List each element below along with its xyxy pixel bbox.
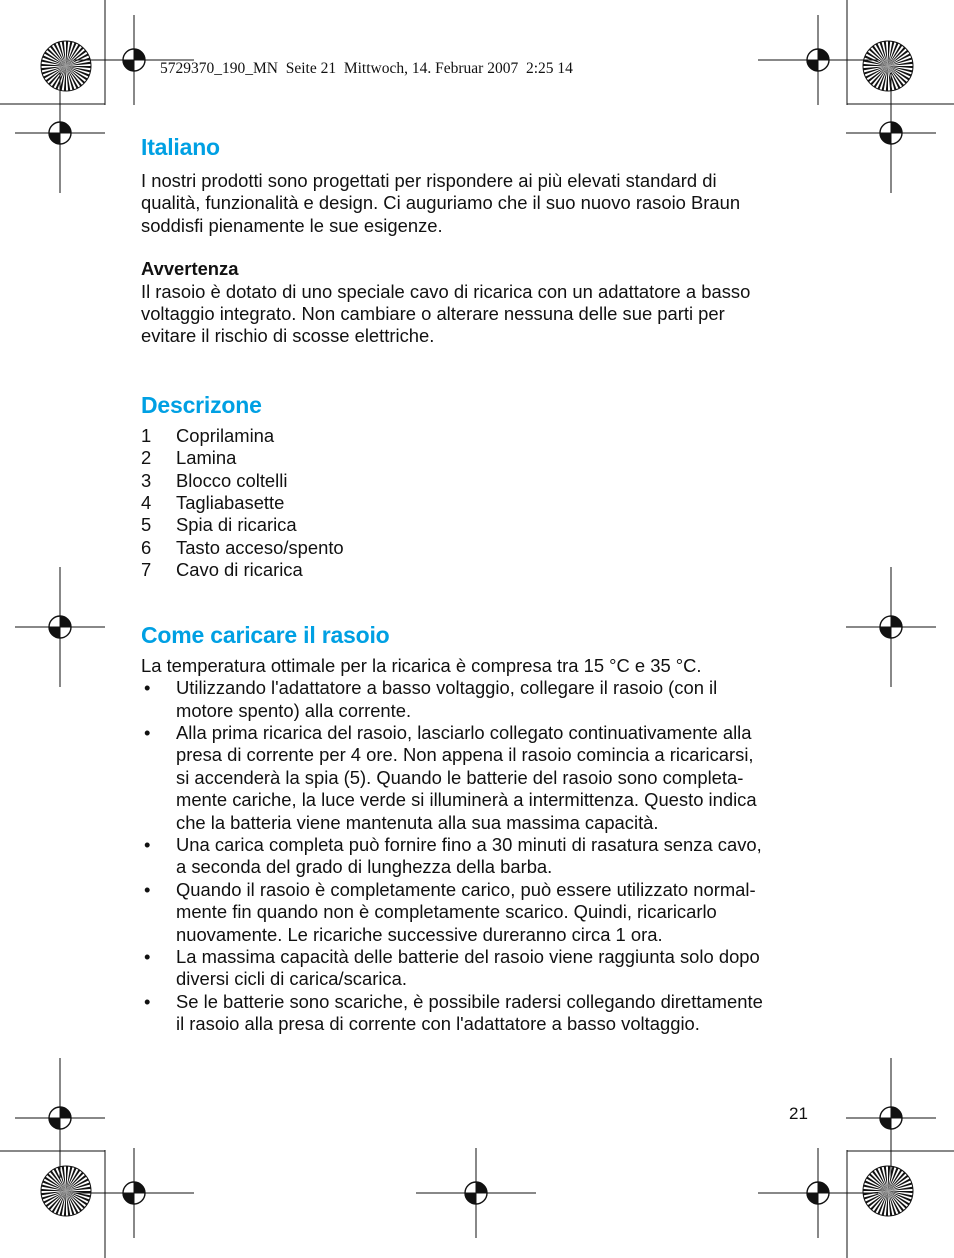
item-number: 7 <box>141 559 152 581</box>
bullet-line: Alla prima ricarica del rasoio, lasciarlo collegato continuativamente alla <box>176 721 752 743</box>
registration-mark-icon <box>846 1058 936 1178</box>
star-target-icon <box>863 1166 913 1216</box>
section-italiano <box>141 132 821 348</box>
bullet-line: il rasoio alla presa di corrente con l'adattatore a basso voltaggio. <box>176 1013 700 1035</box>
item-label: Lamina <box>176 447 237 469</box>
registration-mark-icon <box>15 567 105 687</box>
parts-list <box>141 425 821 582</box>
star-target-icon <box>41 41 91 91</box>
star-target-icon <box>863 41 913 91</box>
list-item <box>141 537 821 559</box>
item-label: Coprilamina <box>176 424 275 446</box>
list-item <box>141 559 821 581</box>
heading-descrizione: Descrizone <box>141 391 262 418</box>
page-number: 21 <box>789 1104 808 1123</box>
intro-line: I nostri prodotti sono progettati per rispondere ai più elevati standard di <box>141 170 717 191</box>
warning-line: Il rasoio è dotato di uno speciale cavo di ricarica con un adattatore a basso <box>141 280 751 302</box>
item-number: 5 <box>141 514 152 536</box>
item-label: Blocco coltelli <box>176 469 288 491</box>
page-content <box>141 132 821 1036</box>
registration-mark-icon <box>15 1058 105 1178</box>
registration-mark-icon <box>15 73 105 193</box>
bullet-line: Utilizzando l'adattatore a basso voltaggio, collegare il rasoio (con il <box>176 677 718 699</box>
bullet-line: La massima capacità delle batterie del rasoio viene raggiunta solo dopo <box>176 945 760 967</box>
bullet-line: presa di corrente per 4 ore. Non appena il rasoio comincia a ricaricarsi, <box>176 744 754 766</box>
section-caricare <box>141 620 821 1036</box>
registration-mark-icon <box>416 1148 536 1238</box>
item-number: 4 <box>141 492 152 514</box>
heading-caricare: Come caricare il rasoio <box>141 621 390 648</box>
bullet-item <box>141 946 821 991</box>
registration-mark-icon <box>846 73 936 193</box>
bullet-item <box>141 677 821 722</box>
bullet-text <box>176 879 821 946</box>
warning-heading: Avvertenza <box>141 258 239 280</box>
bullet-line: diversi cicli di carica/scarica. <box>176 968 407 990</box>
item-number: 1 <box>141 424 152 446</box>
charging-bullets <box>141 677 821 1036</box>
bullet-symbol: • <box>144 721 151 743</box>
item-label: Cavo di ricarica <box>176 559 303 581</box>
bullet-item <box>141 834 821 879</box>
bullet-text <box>176 991 821 1036</box>
intro-line: soddisfi pienamente le sue esigenze. <box>141 214 443 236</box>
item-number: 3 <box>141 469 152 491</box>
bullet-line: nuovamente. Le ricariche successive dureranno circa 1 ora. <box>176 923 663 945</box>
bullet-line: si accenderà la spia (5). Quando le batterie del rasoio sono completa- <box>176 766 744 788</box>
bullet-line: che la batteria viene mantenuta alla sua massima capacità. <box>176 811 659 833</box>
bullet-text <box>176 834 821 879</box>
item-number: 2 <box>141 447 152 469</box>
item-label: Spia di ricarica <box>176 514 297 536</box>
bullet-line: Una carica completa può fornire fino a 30 minuti di rasatura senza cavo, <box>176 833 762 855</box>
bullet-item <box>141 722 821 834</box>
bullet-symbol: • <box>144 677 151 699</box>
registration-mark-icon <box>758 1148 878 1238</box>
bullet-line: a seconda del grado di lunghezza della barba. <box>176 856 553 878</box>
registration-mark-icon <box>74 1148 194 1238</box>
list-item <box>141 492 821 514</box>
bullet-symbol: • <box>144 833 151 855</box>
bullet-line: motore spento) alla corrente. <box>176 699 412 721</box>
bullet-text <box>176 677 821 722</box>
section-descrizione <box>141 390 821 582</box>
bullet-line: Quando il rasoio è completamente carico, può essere utilizzato normal- <box>176 878 756 900</box>
item-label: Tagliabasette <box>176 492 285 514</box>
bullet-symbol: • <box>144 990 151 1012</box>
bullet-text <box>176 722 821 834</box>
list-item <box>141 514 821 536</box>
item-number: 6 <box>141 536 152 558</box>
warning-line: voltaggio integrato. Non cambiare o alterare nessuna delle sue parti per <box>141 303 725 325</box>
heading-italiano: Italiano <box>141 134 220 160</box>
star-target-icon <box>41 1166 91 1216</box>
bullet-item <box>141 879 821 946</box>
print-slug: 5729370_190_MN Seite 21 Mittwoch, 14. Februar 2007 2:25 14 <box>160 60 573 77</box>
warning-line: evitare il rischio di scosse elettriche. <box>141 325 435 347</box>
bullet-line: Se le batterie sono scariche, è possibile radersi collegando direttamente <box>176 990 763 1012</box>
list-item <box>141 470 821 492</box>
bullet-line: mente fin quando non è completamente scarico. Quindi, ricaricarlo <box>176 901 717 923</box>
charging-intro: La temperatura ottimale per la ricarica è compresa tra 15 °C e 35 °C. <box>141 654 702 676</box>
bullet-item <box>141 991 821 1036</box>
intro-line: qualità, funzionalità e design. Ci auguriamo che il suo nuovo rasoio Braun <box>141 192 741 214</box>
bullet-symbol: • <box>144 878 151 900</box>
bullet-line: mente cariche, la luce verde si illuminerà a intermittenza. Questo indica <box>176 789 757 811</box>
bullet-symbol: • <box>144 945 151 967</box>
list-item <box>141 447 821 469</box>
registration-mark-icon <box>758 15 878 105</box>
item-label: Tasto acceso/spento <box>176 536 344 558</box>
list-item <box>141 425 821 447</box>
registration-mark-icon <box>846 567 936 687</box>
bullet-text <box>176 946 821 991</box>
